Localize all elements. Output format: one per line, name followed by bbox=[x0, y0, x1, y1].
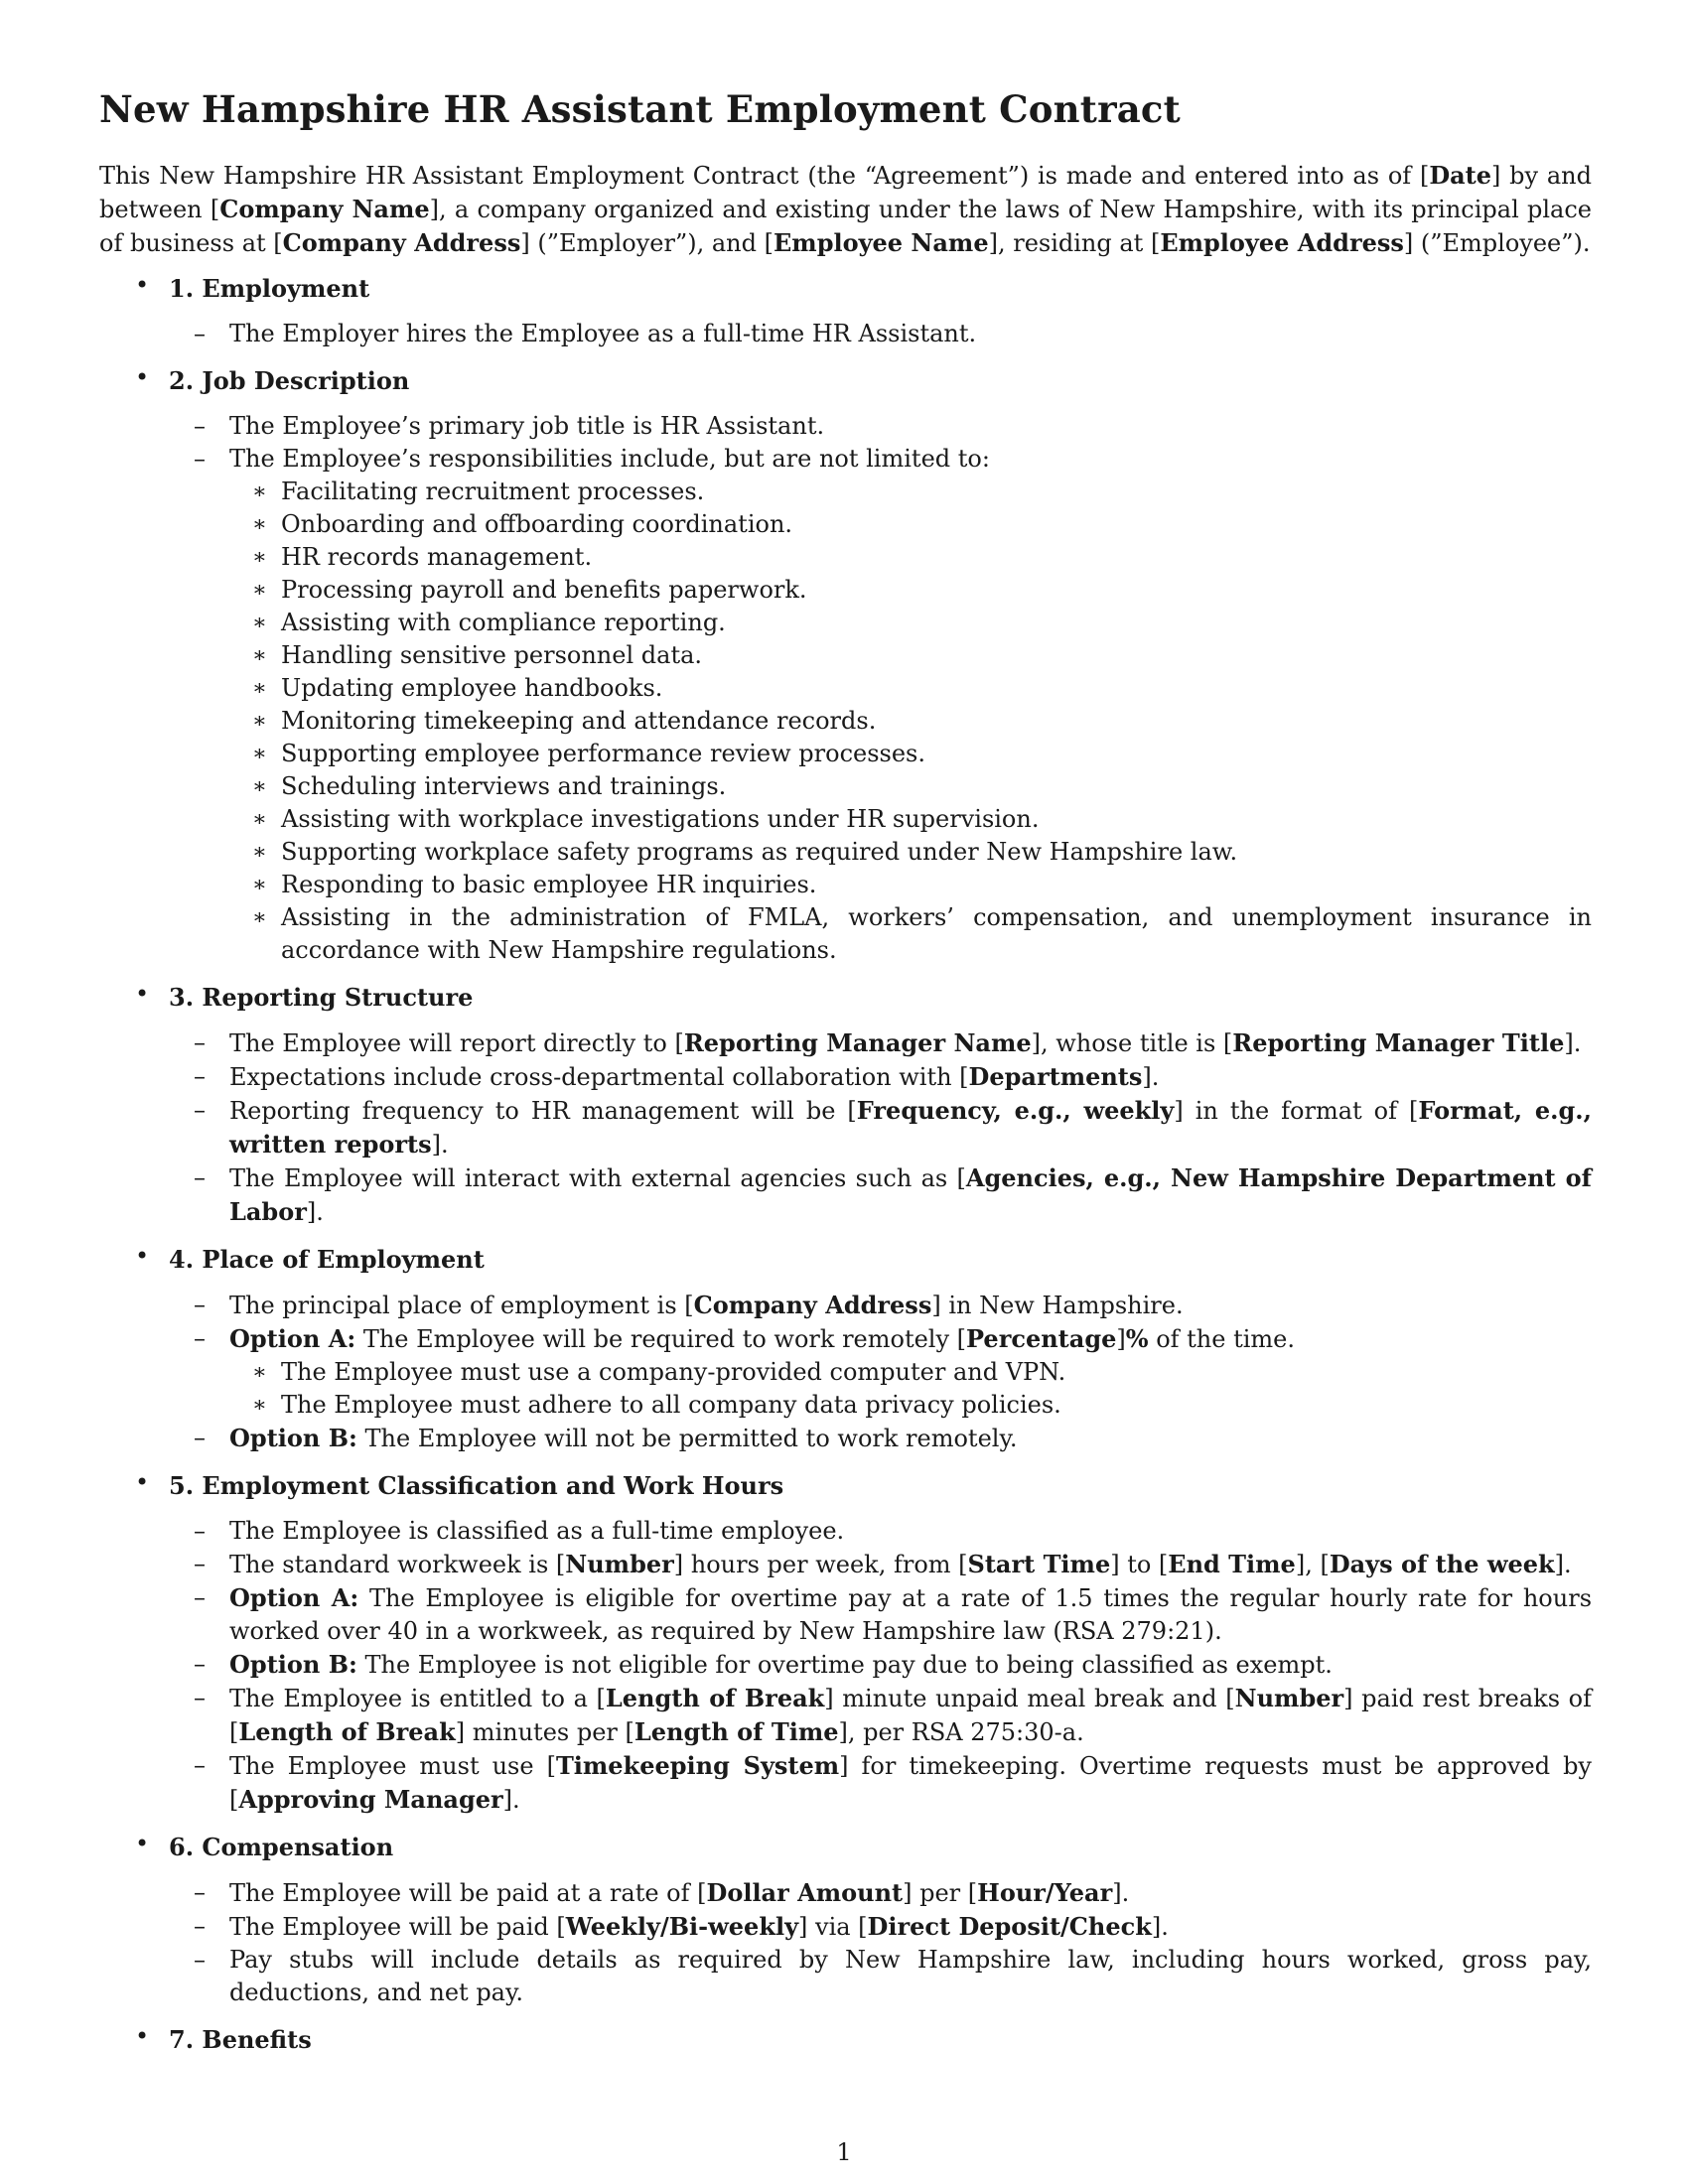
section-title: 7. Benefits bbox=[169, 2025, 312, 2054]
text-run: ] minutes per [ bbox=[455, 1718, 634, 1746]
placeholder-field: Reporting Manager Name bbox=[683, 1028, 1032, 1057]
dash-icon: – bbox=[194, 1324, 206, 1352]
dash-icon: – bbox=[194, 1684, 206, 1711]
sub-clause-text: The Employee must adhere to all company data privacy policies. bbox=[281, 1391, 1061, 1419]
clause-item bbox=[169, 1910, 1592, 1944]
placeholder-field: Frequency, e.g., weekly bbox=[856, 1096, 1175, 1125]
contract-section bbox=[99, 1469, 1592, 1817]
placeholder-field: Start Time bbox=[967, 1550, 1111, 1578]
sub-clause-text: Assisting in the administration of FMLA, workers’ compensation, and unemployment insurance in accordance with New Hampshire regulations. bbox=[281, 903, 1592, 964]
text-run: The Employee must use [ bbox=[229, 1752, 556, 1780]
placeholder-field: Length of Time bbox=[633, 1717, 839, 1746]
placeholder-field: Agencies, e.g., New Hampshire Department of Labor bbox=[229, 1163, 1592, 1226]
sub-clause-text: Onboarding and offboarding coordination. bbox=[281, 510, 793, 538]
sub-clause-list bbox=[229, 1356, 1592, 1422]
asterisk-icon: ∗ bbox=[252, 873, 267, 897]
sub-clause-item bbox=[229, 738, 1592, 770]
clause-list bbox=[169, 1515, 1592, 1817]
placeholder-field: Company Name bbox=[219, 195, 430, 223]
placeholder-field: Days of the week bbox=[1329, 1550, 1555, 1578]
text-run: The Employee will be required to work remotely [ bbox=[355, 1325, 967, 1353]
sub-clause-text: Supporting workplace safety programs as required under New Hampshire law. bbox=[281, 838, 1238, 866]
text-run: ] per [ bbox=[903, 1879, 978, 1907]
sub-clause-item bbox=[229, 1356, 1592, 1389]
contract-section bbox=[99, 981, 1592, 1229]
sub-clause-text: Assisting with compliance reporting. bbox=[281, 609, 726, 636]
placeholder-field: Timekeeping System bbox=[555, 1751, 840, 1780]
clause-item bbox=[169, 410, 1592, 443]
text-run: ] (”Employer”), and [ bbox=[520, 229, 774, 257]
document-page bbox=[99, 87, 1592, 2070]
clause-list bbox=[169, 1289, 1592, 1455]
contract-section bbox=[99, 272, 1592, 350]
dash-icon: – bbox=[194, 445, 206, 473]
sub-clause-text: Supporting employee performance review processes. bbox=[281, 740, 925, 767]
placeholder-field: Employee Address bbox=[1160, 228, 1404, 257]
section-title: 2. Job Description bbox=[169, 366, 410, 395]
text-run: ]. bbox=[1564, 1029, 1582, 1057]
document-title: New Hampshire HR Assistant Employment Contract bbox=[99, 87, 1181, 131]
placeholder-field: Percentage bbox=[966, 1324, 1117, 1353]
placeholder-field: Hour/Year bbox=[977, 1878, 1113, 1907]
text-run: ] by and between [ bbox=[99, 162, 1593, 223]
sub-clause-text: Handling sensitive personnel data. bbox=[281, 641, 703, 669]
asterisk-icon: ∗ bbox=[252, 611, 267, 635]
asterisk-icon: ∗ bbox=[252, 512, 267, 537]
text-run: Pay stubs will include details as required by New Hampshire law, including hours worked, gross pay, deductions, and net pay. bbox=[229, 1946, 1592, 2006]
contract-section bbox=[99, 1243, 1592, 1455]
asterisk-icon: ∗ bbox=[252, 676, 267, 701]
text-run: ] to [ bbox=[1110, 1551, 1169, 1578]
dash-icon: – bbox=[194, 412, 206, 440]
text-run: ], per RSA 275:30-a. bbox=[838, 1718, 1084, 1746]
asterisk-icon: ∗ bbox=[252, 643, 267, 668]
placeholder-field: Number bbox=[565, 1550, 674, 1578]
placeholder-field: Date bbox=[1429, 161, 1492, 190]
placeholder-field: Number bbox=[1234, 1684, 1344, 1712]
dash-icon: – bbox=[194, 320, 206, 347]
placeholder-field: Format, e.g., written reports bbox=[229, 1096, 1592, 1159]
clause-item bbox=[169, 1581, 1592, 1648]
sub-clause-item bbox=[229, 869, 1592, 901]
text-run: ] bbox=[1116, 1325, 1126, 1353]
sub-clause-text: Facilitating recruitment processes. bbox=[281, 478, 705, 505]
text-run: of the time. bbox=[1148, 1325, 1295, 1353]
sub-clause-text: Monitoring timekeeping and attendance records. bbox=[281, 707, 877, 735]
text-run: The standard workweek is [ bbox=[229, 1551, 566, 1578]
dash-icon: – bbox=[194, 1751, 206, 1779]
sub-clause-item bbox=[229, 574, 1592, 607]
text-run: The Employee is entitled to a [ bbox=[229, 1685, 606, 1712]
placeholder-field: Option B: bbox=[229, 1424, 357, 1452]
clause-item bbox=[169, 1289, 1592, 1322]
text-run: ], a company organized and existing under the laws of New Hampshire, with its principal place of business at [ bbox=[99, 196, 1593, 257]
sub-clause-text: Scheduling interviews and trainings. bbox=[281, 772, 727, 800]
sub-clause-item bbox=[229, 541, 1592, 574]
placeholder-field: Length of Break bbox=[605, 1684, 825, 1712]
clause-item bbox=[169, 443, 1592, 967]
dash-icon: – bbox=[194, 1028, 206, 1056]
text-run: The Employee will be paid at a rate of [ bbox=[229, 1879, 707, 1907]
dash-icon: – bbox=[194, 1912, 206, 1940]
placeholder-field: % bbox=[1125, 1324, 1149, 1353]
text-run: The Employee will be paid [ bbox=[229, 1913, 566, 1941]
contract-section bbox=[99, 2023, 1592, 2056]
asterisk-icon: ∗ bbox=[252, 840, 267, 865]
asterisk-icon: ∗ bbox=[252, 1360, 267, 1385]
clause-item bbox=[169, 1060, 1592, 1094]
text-run: ]. bbox=[431, 1131, 449, 1159]
text-run: ], [ bbox=[1295, 1551, 1330, 1578]
sub-clause-text: Responding to basic employee HR inquiries. bbox=[281, 871, 817, 898]
sub-clause-item bbox=[229, 705, 1592, 738]
placeholder-field: Dollar Amount bbox=[706, 1878, 904, 1907]
text-run: The Employee will interact with external agencies such as [ bbox=[229, 1164, 966, 1192]
dash-icon: – bbox=[194, 1096, 206, 1124]
text-run: The Employee will not be permitted to work remotely. bbox=[356, 1425, 1018, 1452]
section-title: 1. Employment bbox=[169, 274, 370, 303]
text-run: The Employee is not eligible for overtime pay due to being classified as exempt. bbox=[356, 1651, 1333, 1679]
sub-clause-item bbox=[229, 770, 1592, 803]
asterisk-icon: ∗ bbox=[252, 742, 267, 766]
text-run: The principal place of employment is [ bbox=[229, 1292, 694, 1319]
bullet-icon: • bbox=[135, 2022, 150, 2050]
dash-icon: – bbox=[194, 1650, 206, 1678]
contract-section bbox=[99, 1831, 1592, 2009]
text-run: ] via [ bbox=[798, 1913, 868, 1941]
sub-clause-item bbox=[229, 1389, 1592, 1422]
clause-item bbox=[169, 1094, 1592, 1161]
text-run: The Employee’s primary job title is HR Assistant. bbox=[229, 412, 825, 440]
sub-clause-text: HR records management. bbox=[281, 543, 593, 571]
dash-icon: – bbox=[194, 1583, 206, 1611]
sub-clause-text: Processing payroll and benefits paperwork. bbox=[281, 576, 807, 604]
text-run: ] hours per week, from [ bbox=[673, 1551, 968, 1578]
sub-clause-item bbox=[229, 476, 1592, 508]
clause-item bbox=[169, 1161, 1592, 1229]
placeholder-field: Company Address bbox=[282, 228, 521, 257]
sub-clause-text: Updating employee handbooks. bbox=[281, 674, 663, 702]
sub-clause-text: The Employee must use a company-provided computer and VPN. bbox=[281, 1358, 1066, 1386]
sub-clause-item bbox=[229, 901, 1592, 967]
placeholder-field: Option A: bbox=[229, 1583, 359, 1612]
text-run: ]. bbox=[1112, 1879, 1130, 1907]
text-run: ], whose title is [ bbox=[1031, 1029, 1233, 1057]
dash-icon: – bbox=[194, 1163, 206, 1191]
text-run: ] for timekeeping. Overtime requests must be approved by [ bbox=[229, 1752, 1592, 1814]
clause-item bbox=[169, 318, 1592, 350]
section-list bbox=[99, 272, 1592, 2056]
bullet-icon: • bbox=[135, 1830, 150, 1857]
clause-item bbox=[169, 1749, 1592, 1817]
clause-item bbox=[169, 1422, 1592, 1455]
clause-item bbox=[169, 1322, 1592, 1422]
sub-clause-item bbox=[229, 803, 1592, 836]
sub-clause-item bbox=[229, 508, 1592, 541]
text-run: ], residing at [ bbox=[988, 229, 1161, 257]
asterisk-icon: ∗ bbox=[252, 807, 267, 832]
section-title: 3. Reporting Structure bbox=[169, 983, 474, 1012]
clause-item bbox=[169, 1876, 1592, 1910]
text-run: The Employee’s responsibilities include, but are not limited to: bbox=[229, 445, 990, 473]
section-title: 5. Employment Classification and Work Hours bbox=[169, 1471, 784, 1500]
text-run: ]. bbox=[306, 1198, 324, 1226]
text-run: This New Hampshire HR Assistant Employment Contract (the “Agreement”) is made and entered into as of [ bbox=[99, 162, 1430, 190]
clause-list bbox=[169, 1876, 1592, 2009]
dash-icon: – bbox=[194, 1517, 206, 1545]
bullet-icon: • bbox=[135, 363, 150, 391]
dash-icon: – bbox=[194, 1550, 206, 1577]
asterisk-icon: ∗ bbox=[252, 578, 267, 603]
sub-clause-item bbox=[229, 639, 1592, 672]
contract-section bbox=[99, 364, 1592, 967]
placeholder-field: Approving Manager bbox=[238, 1785, 503, 1814]
placeholder-field: Company Address bbox=[693, 1291, 932, 1319]
placeholder-field: Weekly/Bi-weekly bbox=[565, 1912, 799, 1941]
text-run: The Employee will report directly to [ bbox=[229, 1029, 684, 1057]
sub-clause-item bbox=[229, 672, 1592, 705]
asterisk-icon: ∗ bbox=[252, 1393, 267, 1418]
dash-icon: – bbox=[194, 1291, 206, 1318]
text-run: ] minute unpaid meal break and [ bbox=[824, 1685, 1235, 1712]
text-run: ] in New Hampshire. bbox=[931, 1292, 1184, 1319]
text-run: The Employee is eligible for overtime pay at a rate of 1.5 times the regular hourly rate for hours worked over 40 in a workweek, as required by New Hampshire law (RSA 279:21). bbox=[229, 1584, 1593, 1645]
placeholder-field: Departments bbox=[968, 1062, 1143, 1091]
text-run: Reporting frequency to HR management will be [ bbox=[229, 1097, 857, 1125]
text-run: ] in the format of [ bbox=[1174, 1097, 1419, 1125]
asterisk-icon: ∗ bbox=[252, 905, 267, 930]
text-run: The Employer hires the Employee as a full-time HR Assistant. bbox=[229, 320, 977, 347]
sub-clause-text: Assisting with workplace investigations under HR supervision. bbox=[281, 805, 1040, 833]
dash-icon: – bbox=[194, 1424, 206, 1451]
bullet-icon: • bbox=[135, 1468, 150, 1496]
placeholder-field: Option B: bbox=[229, 1650, 357, 1679]
asterisk-icon: ∗ bbox=[252, 479, 267, 504]
section-title: 4. Place of Employment bbox=[169, 1245, 485, 1274]
text-run: Expectations include cross-departmental collaboration with [ bbox=[229, 1063, 969, 1091]
dash-icon: – bbox=[194, 1946, 206, 1974]
placeholder-field: End Time bbox=[1168, 1550, 1296, 1578]
clause-item bbox=[169, 1944, 1592, 2009]
clause-item bbox=[169, 1548, 1592, 1581]
clause-item bbox=[169, 1648, 1592, 1682]
sub-clause-item bbox=[229, 607, 1592, 639]
sub-clause-list bbox=[229, 476, 1592, 967]
asterisk-icon: ∗ bbox=[252, 709, 267, 734]
asterisk-icon: ∗ bbox=[252, 545, 267, 570]
clause-list bbox=[169, 410, 1592, 967]
clause-item bbox=[169, 1026, 1592, 1060]
text-run: ]. bbox=[1554, 1551, 1572, 1578]
text-run: ] paid rest breaks of [ bbox=[229, 1685, 1592, 1746]
placeholder-field: Length of Break bbox=[238, 1717, 456, 1746]
clause-item bbox=[169, 1682, 1592, 1749]
placeholder-field: Direct Deposit/Check bbox=[867, 1912, 1152, 1941]
text-run: ]. bbox=[1142, 1063, 1160, 1091]
placeholder-field: Employee Name bbox=[774, 228, 989, 257]
page-number: 1 bbox=[836, 2138, 852, 2166]
text-run: ]. bbox=[1151, 1913, 1169, 1941]
clause-list bbox=[169, 318, 1592, 350]
clause-item bbox=[169, 1515, 1592, 1548]
clause-list bbox=[169, 1026, 1592, 1229]
intro-paragraph bbox=[99, 159, 1592, 260]
dash-icon: – bbox=[194, 1062, 206, 1090]
bullet-icon: • bbox=[135, 271, 150, 299]
sub-clause-item bbox=[229, 836, 1592, 869]
text-run: The Employee is classified as a full-time employee. bbox=[229, 1517, 845, 1545]
text-run: ] (”Employee”). bbox=[1403, 229, 1591, 257]
asterisk-icon: ∗ bbox=[252, 774, 267, 799]
bullet-icon: • bbox=[135, 980, 150, 1008]
bullet-icon: • bbox=[135, 1242, 150, 1270]
section-title: 6. Compensation bbox=[169, 1833, 394, 1861]
dash-icon: – bbox=[194, 1878, 206, 1906]
placeholder-field: Reporting Manager Title bbox=[1232, 1028, 1565, 1057]
placeholder-field: Option A: bbox=[229, 1324, 356, 1353]
text-run: ]. bbox=[502, 1786, 520, 1814]
